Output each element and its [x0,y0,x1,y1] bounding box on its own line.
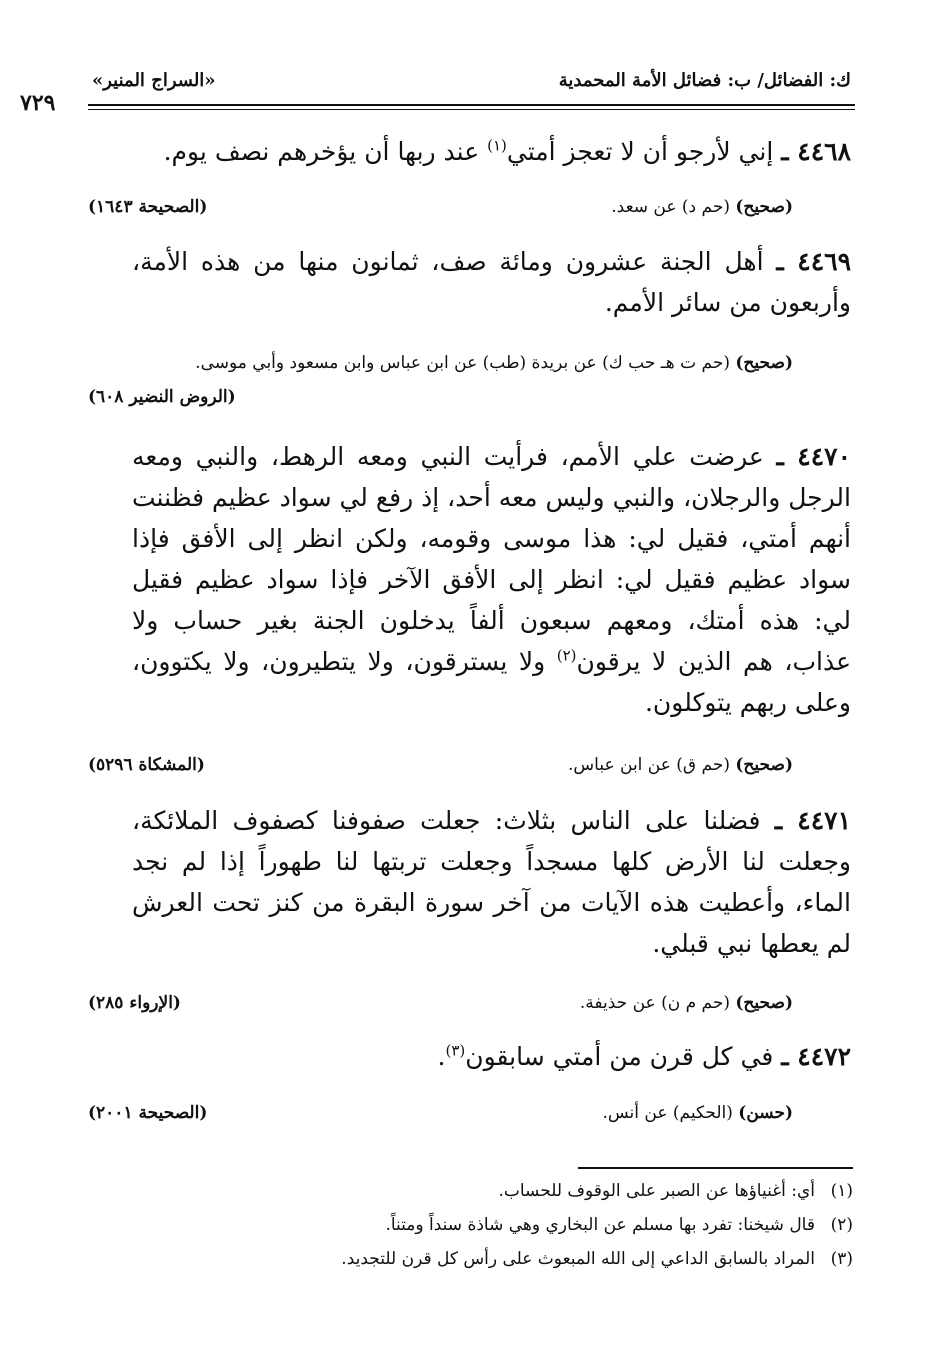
hadith-entry [132,436,851,723]
hadith-source-row [88,197,793,225]
hadith-source [580,993,793,1013]
hadith-text-part: عرضت علي الأمم، فرأيت النبي ومعه الرهط، والنبي ومعه الرجل والرجلان، والنبي وليس معه أحد، إذ رفع لي سواد عظيم فظننت أنهم أمتي، فقيل لي: هذا موسى وقومه، ولكن انظر إلى الأفق فإذا سواد عظيم فقيل لي: انظر إلى الأفق الآخر فإذا سواد عظيم فقيل لي: هذه أمتك، ومعهم سبعون ألفاً يدخلون الجنة بغير حساب ولا عذاب، هم الذين لا يرقون [131,442,851,676]
footnote-text: المراد بالسابق الداعي إلى الله المبعوث على رأس كل قرن للتجديد. [341,1249,815,1269]
hadith-number: ٤٤٧١ ـ [774,806,851,835]
footnote-marker: (٢) [556,646,577,665]
hadith-text [132,800,851,964]
page-number: ٧٢٩ [20,90,56,116]
hadith-source [611,197,793,217]
footnote-number: (٣) [830,1249,853,1269]
hadith-text [132,436,851,723]
hadith-grade: (صحيح) [735,197,793,217]
hadith-text [132,1036,851,1077]
hadith-source [602,1103,793,1123]
hadith-number: ٤٤٧٠ ـ [776,442,852,471]
hadith-grade: (صحيح) [735,755,793,775]
hadith-source [88,346,793,380]
hadith-text-part: . [437,1042,446,1071]
hadith-text-part: إني لأرجو أن لا تعجز أمتي [506,137,774,166]
book-title-header: «السراج المنير» [92,70,216,91]
hadith-text-part: عند ربها أن يؤخرهم نصف يوم. [163,137,480,166]
hadith-text [132,241,851,323]
hadith-grade: (حسن) [738,1103,793,1123]
hadith-source-row [88,755,793,783]
footnote [498,1181,853,1201]
chapter-header: ك: الفضائل/ ب: فضائل الأمة المحمدية [558,70,851,91]
hadith-entry [132,1036,851,1077]
footnote-separator [578,1167,853,1169]
footnote [341,1249,853,1269]
hadith-source-row [88,346,793,414]
hadith-entry [132,131,851,172]
hadith-source-row [88,993,793,1021]
hadith-reference: (الروض النضير ٦٠٨) [88,387,236,407]
hadith-source-row [88,1103,793,1131]
hadith-narrators: (الحكيم) عن أنس. [602,1103,733,1123]
hadith-narrators: (حم د) عن سعد. [611,197,730,217]
hadith-number: ٤٤٧٢ ـ [781,1042,851,1071]
hadith-reference: (الإرواء ٢٨٥) [88,993,181,1013]
hadith-text-part: في كل قرن من أمتي سابقون [465,1042,774,1071]
hadith-entry [132,800,851,964]
hadith-narrators: (حم ت هـ حب ك) عن بريدة (طب) عن ابن عباس وابن مسعود وأبي موسى. [195,353,730,373]
hadith-number: ٤٤٦٨ ـ [781,137,851,166]
hadith-reference: (المشكاة ٥٢٩٦) [88,755,205,775]
hadith-text-part: ولا يسترقون، ولا يتطيرون، ولا يكتوون، وعلى ربهم يتوكلون. [132,647,851,717]
footnote-text: قال شيخنا: تفرد بها مسلم عن البخاري وهي شاذة سنداً ومتناً. [385,1215,815,1235]
hadith-source [568,755,793,775]
hadith-number: ٤٤٦٩ ـ [776,247,851,276]
hadith-entry [132,241,851,323]
footnote-marker: (٣) [445,1041,466,1060]
footnote-text: أي: أغنياؤها عن الصبر على الوقوف للحساب. [498,1181,815,1201]
footnote [385,1215,853,1235]
footnote-number: (٢) [830,1215,853,1235]
hadith-reference: (الصحيحة ١٦٤٣) [88,197,208,217]
footnote-number: (١) [830,1181,853,1201]
header-rule-thick [88,104,855,106]
hadith-grade: (صحيح) [735,993,793,1013]
hadith-reference: (الصحيحة ٢٠٠١) [88,1103,208,1123]
hadith-text-part: فضلنا على الناس بثلاث: جعلت صفوفنا كصفوف الملائكة، وجعلت لنا الأرض كلها مسجداً وجعلت تربتها لنا طهوراً إذا لم نجد الماء، وأعطيت هذه الآيات من آخر سورة البقرة من كنز تحت العرش لم يعطها نبي قبلي. [132,806,851,958]
hadith-text-part: أهل الجنة عشرون ومائة صف، ثمانون منها من هذه الأمة، وأربعون من سائر الأمم. [132,247,851,317]
hadith-text [132,131,851,172]
hadith-grade: (صحيح) [735,353,793,373]
hadith-narrators: (حم ق) عن ابن عباس. [568,755,730,775]
hadith-narrators: (حم م ن) عن حذيفة. [579,993,730,1013]
footnote-marker: (١) [487,136,507,155]
header-rule-thin [88,109,855,110]
